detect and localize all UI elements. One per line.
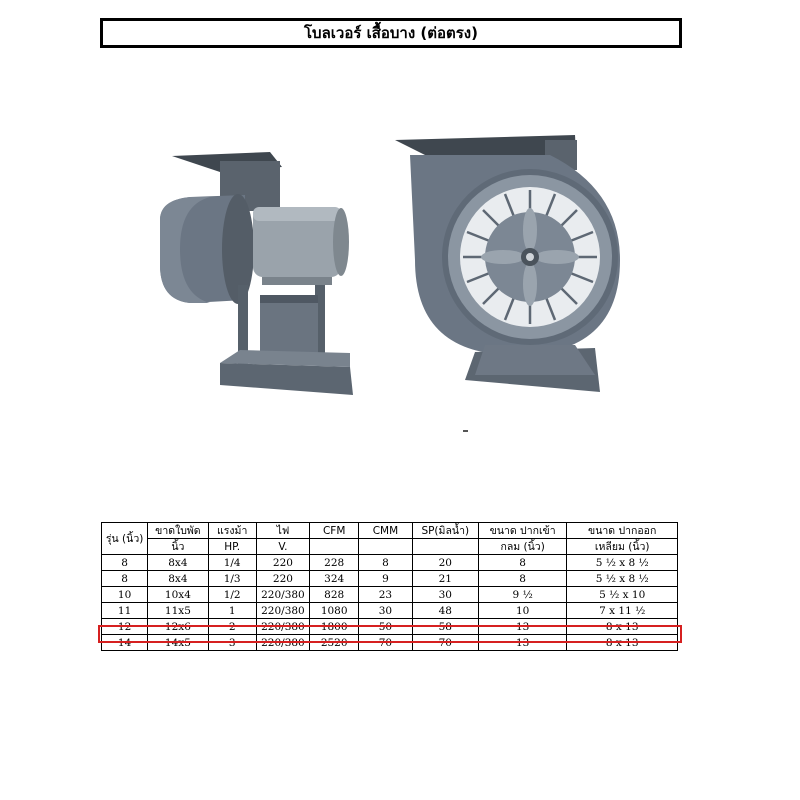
table-cell: 14 [102,635,148,651]
table-cell: 5 ½ x 10 [567,587,678,603]
table-header-row [102,539,678,555]
table-cell: 8x4 [148,571,208,587]
table-header-cell: รุ่น (นิ้ว) [102,523,148,555]
table-cell: 12 [102,619,148,635]
table-cell: 8 [478,571,566,587]
divider-mark [463,430,468,432]
table-cell: 1/2 [208,587,256,603]
table-header-cell: ขนาด ปากออก [567,523,678,539]
table-header-cell [412,539,478,555]
table-row [102,635,678,651]
table-cell: 10x4 [148,587,208,603]
table-header-cell: แรงม้า [208,523,256,539]
table-cell: 1800 [310,619,359,635]
table-cell: 324 [310,571,359,587]
table-cell: 11x5 [148,603,208,619]
table-cell: 9 ½ [478,587,566,603]
table-cell: 1/3 [208,571,256,587]
table-cell: 20 [412,555,478,571]
table-cell: 12x6 [148,619,208,635]
table-cell: 30 [412,587,478,603]
table-header-cell: ไฟ [256,523,309,539]
table-cell: 8 x 13 [567,635,678,651]
table-row [102,571,678,587]
spec-table [101,522,678,651]
page-title: โบลเวอร์ เสื้อบาง (ต่อตรง) [100,18,682,48]
table-cell: 220 [256,555,309,571]
table-cell: 828 [310,587,359,603]
table-cell: 2 [208,619,256,635]
table-header-cell: เหลียม (นิ้ว) [567,539,678,555]
table-header-cell [359,539,412,555]
table-cell: 9 [359,571,412,587]
blower-side-view-image [150,145,365,400]
table-cell: 10 [478,603,566,619]
table-row [102,603,678,619]
table-cell: 8 x 13 [567,619,678,635]
table-cell: 14x5 [148,635,208,651]
table-cell: 228 [310,555,359,571]
table-header-cell [310,539,359,555]
blower-front-view-image [395,130,625,400]
table-header-cell: CFM [310,523,359,539]
table-cell: 21 [412,571,478,587]
table-cell: 50 [359,619,412,635]
table-header-cell: นิ้ว [148,539,208,555]
table-cell: 220 [256,571,309,587]
table-cell: 220/380 [256,603,309,619]
table-header-cell: SP(มิลน้ำ) [412,523,478,539]
table-cell: 23 [359,587,412,603]
table-cell: 8 [478,555,566,571]
table-cell: 3 [208,635,256,651]
table-cell: 5 ½ x 8 ½ [567,555,678,571]
table-cell: 1080 [310,603,359,619]
table-header-cell: ขาดใบพัด [148,523,208,539]
table-cell: 7 x 11 ½ [567,603,678,619]
table-cell: 70 [359,635,412,651]
table-header-row [102,523,678,539]
table-row [102,619,678,635]
table-cell: 8 [102,571,148,587]
table-header-cell: CMM [359,523,412,539]
table-cell: 2520 [310,635,359,651]
table-cell: 1 [208,603,256,619]
table-cell: 1/4 [208,555,256,571]
table-cell: 13 [478,619,566,635]
table-header-cell: กลม (นิ้ว) [478,539,566,555]
table-cell: 10 [102,587,148,603]
table-cell: 11 [102,603,148,619]
table-header-cell: ขนาด ปากเข้า [478,523,566,539]
table-cell: 48 [412,603,478,619]
table-row [102,587,678,603]
table-cell: 220/380 [256,635,309,651]
table-cell: 13 [478,635,566,651]
table-header-cell: HP. [208,539,256,555]
table-header-cell: V. [256,539,309,555]
table-cell: 8x4 [148,555,208,571]
table-cell: 70 [412,635,478,651]
table-cell: 30 [359,603,412,619]
table-cell: 220/380 [256,587,309,603]
table-cell: 5 ½ x 8 ½ [567,571,678,587]
table-cell: 220/380 [256,619,309,635]
table-cell: 8 [359,555,412,571]
table-cell: 8 [102,555,148,571]
table-cell: 58 [412,619,478,635]
table-row [102,555,678,571]
